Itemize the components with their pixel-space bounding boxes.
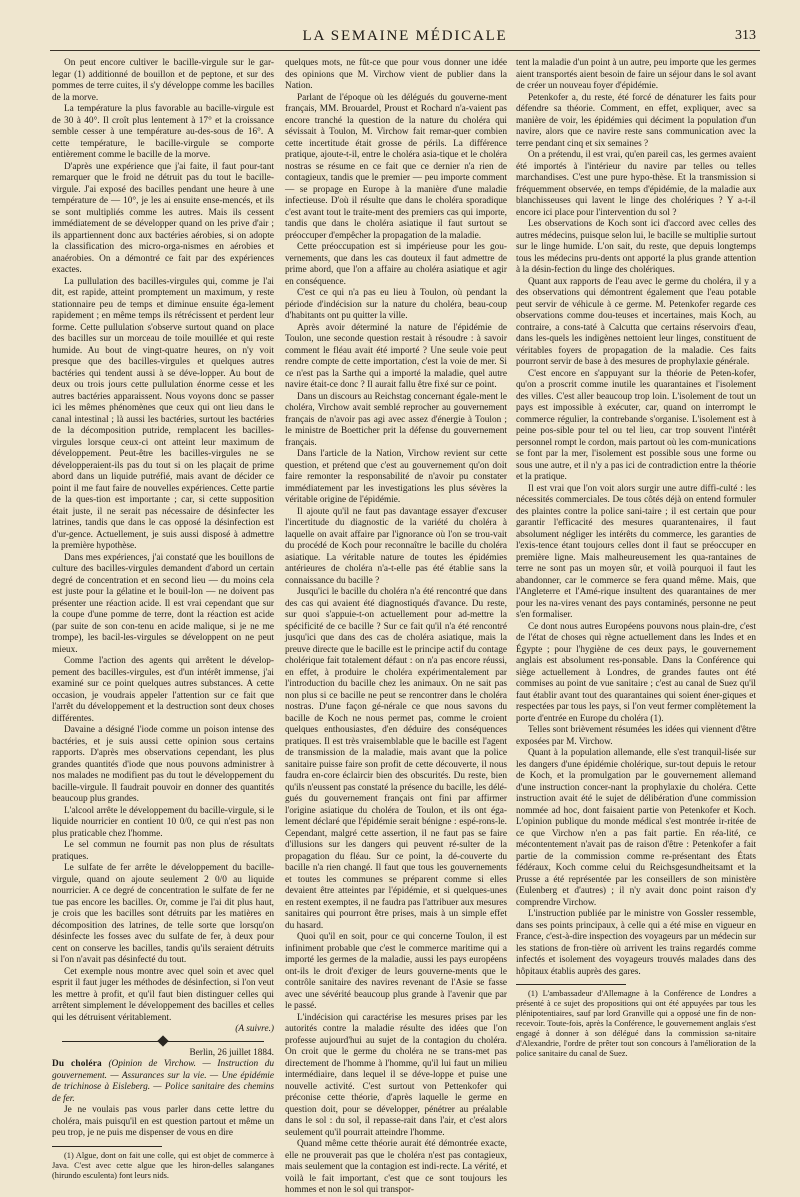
paragraph: Après avoir déterminé la nature de l'épidémie de Toulon, une seconde question restait à résoudre : à savoir comment le fléau avait été importé ? Une seule voie peut rendre compte de cette importation, c'est la voie de mer. Si ce n'est pas la Sarthe qui a importé la maladie, quel autre navire était-ce donc ? Il aurait fallu être fixé sur ce point. xyxy=(285,322,507,390)
paragraph: Davaine a désigné l'iode comme un poison intense des bactéries, et je suis aussi cette opinion sous certains rapports. D'après mes observations cependant, les plus grandes quantités d'iode que nous pouvons administrer à nos malades ne modifient pas du tout le développement du bacille-virgule. Il faudrait pouvoir en donner des quantités beaucoup plus grandes. xyxy=(52,725,274,804)
paragraph: Quand même cette théorie aurait été démontrée exacte, elle ne prouverait pas que le choléra n'est pas contagieux, mais seulement que la contagion est indi-recte. La vérité, et voilà le fait important, c'est que ce sont toujours les hommes et non le sol qui transpor- xyxy=(285,1139,507,1195)
paragraph: tent la maladie d'un point à un autre, peu importe que les germes aient transportés aient besoin de faire un séjour dans le sol avant de créer un nouveau foyer d'épidémie. xyxy=(516,58,756,91)
paragraph: Je ne voulais pas vous parler dans cette lettre du choléra, mais puisqu'il en est question partout et même un peu trop, je ne puis me dispenser de vous en dire xyxy=(52,1105,274,1138)
diamond-ornament-icon xyxy=(157,1035,168,1046)
paragraph: On peut encore cultiver le bacille-virgule sur le gar-legar (1) additionné de bouillon et de peptone, et sur des pommes de terre cuites, il s'y développe comme les bacilles de la morve. xyxy=(52,58,274,103)
paragraph: Quant aux rapports de l'eau avec le germe du choléra, il y a des observations qui démontrent également que l'eau potable peut servir de véhicule à ce germe. M. Petenkofer regarde ces observations comme dou-teuses et incertaines, mais Koch, au contraire, a cons-taté à Calcutta que certains réservoirs d'eau, dans les-quels les indigènes nettoient leur linges, constituent de véritables foyers de propagation de la maladie. Ces faits pourront servir de base à des mesures de prophylaxie générale. xyxy=(516,276,756,367)
section-divider xyxy=(52,1036,274,1048)
paragraph: D'après une expérience que j'ai faite, il faut pour-tant remarquer que le froid ne détruit pas du tout le bacille-virgule. J'ai exposé des bacilles pendant une heure à une température de — 10°, je les ai ensuite ense-mencés, et ils se sont multipliés comme les autres. Mais ils cessent immédiatement de se développer quand on les prive d'air ; ils appartiennent donc aux bactéries aérobies, si on adopte la classification des micro-orga-nismes en aérobies et anaérobies. On a démontré ce fait par des expériences exactes. xyxy=(52,161,274,275)
footnote-divider xyxy=(516,984,626,985)
paragraph: quelques mots, ne fût-ce que pour vous donner une idée des opinions que M. Virchow vient de publier dans la Nation. xyxy=(285,58,507,91)
paragraph: Dans mes expériences, j'ai constaté que les bouillons de culture des bacilles-virgules demandent d'abord un certain degré de concentration et en second lieu — du moins cela est juste pour la gélatine et le bouil-lon — ne doivent pas présenter une réaction acide. Il est vrai cependant que sur la coupe d'une pomme de terre, dont la réaction est acide (par suite de son con-tenu en acide malique, si je ne me trompe), les bacil-les-virgules se développent on ne peut mieux. xyxy=(52,552,274,655)
paragraph: L'instruction publiée par le ministre von Gossler ressemble, dans ses points principaux, à celle qui a été mise en vigueur en France, c'est-à-dire inspection des voyageurs par un médecin sur les stations de fron-tière où arrivent les trains regardés comme infectés et isolement des voyageurs trouvés malades dans des hôpitaux établis auprès des gares. xyxy=(516,909,756,977)
page-number: 313 xyxy=(735,28,756,43)
paragraph: Les observations de Koch sont ici d'accord avec celles des autres médecins, puisque selon lui, le bacille se multiplie surtout sur le linge humide. L'on sait, du reste, que depuis longtemps tous les médecins pru-dents ont apporté la plus grande attention à la désin-fection du linge des cholériques. xyxy=(516,219,756,275)
column-2 xyxy=(285,58,507,1195)
paragraph: L'indécision qui caractérise les mesures prises par les autorités contre la maladie résulte des idées que l'on professe aujourd'hui au sujet de la contagion du choléra. On croit que le germe du choléra ne se trans-met pas directement de l'homme à l'homme, qu'il lui faut un milieu intermédiaire, dans lequel il se déve-loppe et puise une nouvelle activité. C'est surtout von Pettenkofer qui préconise cette théorie, d'après laquelle le germe en question doit, pour se développer, pénétrer au préalable dans le sol : du sol, il repasse-rait dans l'air, et c'est alors seulement qu'il pourrait atteindre l'homme. xyxy=(285,1012,507,1138)
footnote: (1) Algue, dont on fait une colle, qui est objet de commerce à Java. C'est avec cette algue que les hiron-delles salanganes (hirundo esculenta) font leurs nids. xyxy=(52,1150,274,1180)
paragraph: C'est encore en s'appuyant sur la théorie de Peten-kofer, qu'on a proscrit comme inutile les quarantaines et l'isolement des villes. C'est aller beaucoup trop loin. L'isolement de tout un pays est impossible à exécuter, car, quand on interrompt le commerce régulier, la contrebande s'organise. L'isolement est à peine pos-sible pour tel ou tel lieu, car trop souvent l'intérêt personnel rompt le cordon, mais partout où les com-munications se font par la mer, l'isolement est possible sous une forme ou sous une autre, et il n'y a pas ici de contradiction entre la théorie et la pratique. xyxy=(516,368,756,482)
footnote-divider xyxy=(52,1146,162,1147)
paragraph: La pullulation des bacilles-virgules qui, comme je l'ai dit, est rapide, atteint promptement un maximum, y reste stationnaire peu de temps et diminue ensuite éga-lement rapidement ; en même temps ils rétrécissent et perdent leur forme. Cette pullulation s'observe surtout quand on place des bacilles sur un morceau de toile mouillée et qui reste humide. Au bout de vingt-quatre heures, on n'y voit presque que des bacilles-virgules et quelques autres bactéries qui tendent aussi à se déve-lopper. Au bout de deux ou trois jours cette pullulation énorme cesse et les autres bactéries apparaissent. Nous voyons donc se passer ici les mêmes phénomènes que ceux qui ont lieu dans le canal intestinal ; là aussi les bactéries, surtout les bactéries de la décomposition putride, remplacent les bacilles-virgules lorsque ceux-ci ont atteint leur maximum de développement. Peut-être les bacilles-virgules ne se développeraient-ils pas du tout si on les plaçait de prime abord dans un liquide putréfié, mais avant de décider ce point il me faut faire de nouvelles expériences. Cette partie de la ques-tion est importante ; car, si cette supposition était juste, il ne serait pas nécessaire de désinfecter les latrines, tandis que dans le cas opposé la désinfection est d'ur-gence. Actuellement, je suis aussi disposé à admettre la première hypothèse. xyxy=(52,276,274,551)
paragraph: Comme l'action des agents qui arrêtent le dévelop-pement des bacilles-virgules, est d'un intérêt immense, j'ai examiné sur ce point quelques autres substances. A cette occasion, je voudrais appeler l'attention sur ce fait que l'arrêt du développement et la destruction sont deux choses différentes. xyxy=(52,656,274,724)
summary-text: (Opinion de Virchow. — Instruction du gouvernement. — Assurances sur la vie. — Une épidémie de trichinose à Eisleberg. — Police sanitaire des chemins de fer. xyxy=(52,1059,275,1104)
paragraph: Quant à la population allemande, elle s'est tranquil-lisée sur les dangers d'une épidémie cholérique, sur-tout depuis le retour de Koch, et la promulgation par le gouvernement allemand d'une instruction concer-nant la prophylaxie du choléra. Cette instruction avait été le sujet de délibération d'une commission nommée ad hoc, dont faisaient partie von Petenkofer et Koch. L'opinion publique du monde médical s'est montrée ir-ritée de ce que Virchow n'en a pas fait partie. En réa-lité, ce mécontentement n'avait pas de raison d'être : Petenkofer a fait partie de la commission comme re-présentant des États fédéraux, Koch comme celui du Reichsgesundheitsamt et la Prusse a été représentée par les conseillers de son ministère (Eulenberg et d'autres) ; il n'y avait donc point raison d'y comprendre Virchow. xyxy=(516,748,756,908)
article-summary xyxy=(52,1059,274,1105)
paragraph: Parlant de l'époque où les délégués du gouverne-ment français, MM. Brouardel, Proust et Rochard n'a-vaient pas encore tranché la question de la nature du choléra qui sévissait à Toulon, M. Virchow fait remar-quer combien cette incertitude était grosse de périls. La différence pratique, ajoute-t-il, entre le choléra asia-tique et le choléra nostras se résume en ce fait que ce dernier n'a rien de contagieux, tandis que le premier — peu importe comment — se propage en Europe à la manière d'une maladie infectieuse. D'où il résulte que dans le choléra sporadique c'est avant tout le traite-ment des premiers cas qui importe, tandis que dans le choléra asiatique il faut surtout se préoccuper d'empêcher la propagation de la maladie. xyxy=(285,92,507,241)
paragraph: C'est ce qui n'a pas eu lieu à Toulon, où pendant la période d'indécision sur la nature du choléra, beau-coup d'habitants ont pu quitter la ville. xyxy=(285,288,507,321)
paragraph: La température la plus favorable au bacille-virgule est de 30 à 40°. Il croît plus lentement à 17° et la croissance semble cesser à une température au-des-sous de 16°. A cette température, le bacille-virgule se comporte entièrement comme le bacille de la morve. xyxy=(52,104,274,160)
footnote: (1) L'ambassadeur d'Allemagne à la Conférence de Londres a présenté à ce sujet des propositions qui ont été appuyées par tous les plénipotentiaires, sauf par lord Granville qui a opposé une fin de non-recevoir. Toute-fois, après la Conférence, le gouvernement anglais s'est engagé à donner à son délégué dans la commission sa-nitaire d'Alexandrie, l'ordre de prêter tout son concours à l'amélioration de la police sanitaire du canal de Suez. xyxy=(516,989,756,1058)
paragraph: Le sel commun ne fournit pas non plus de résultats pratiques. xyxy=(52,840,274,862)
dateline: Berlin, 26 juillet 1884. xyxy=(189,1047,274,1058)
paragraph: Jusqu'ici le bacille du choléra n'a été rencontré que dans des cas qui avaient été diagnostiqués d'avance. Du reste, sur quoi s'appuie-t-on actuellement pour ad-mettre la spécificité de ce bacille ? Sur ce fait qu'il n'a été rencontré jusqu'ici que dans des cas de choléra asiatique, mais la preuve directe que le bacille est le principe actif du contage cholérique fait totalement défaut : on n'a pas encore réussi, en effet, à produire le choléra expérimentalement par l'introduction du bacille chez les animaux. On ne sait pas non plus si ce bacille ne peut se rencontrer dans le choléra nostras. D'une façon gé-nérale ce que nous savons du bacille de Koch ne nous permet pas, comme le croient quelques enthousiastes, d'en déduire des conséquences pratiques. Il est très vraisemblable que le bacille est l'agent de transmission de la maladie, mais avant que la police sanitaire puisse faire son profit de cette découverte, il nous faudra en-core éclaircir bien des obscurités. Du reste, bien qu'ils n'eussent pas constaté la présence du bacille, les délé-gués du gouvernement français ont fini par affirmer l'origine asiatique du choléra de Toulon, et ils ont éga-lement déclaré que l'épidémie serait bénigne : espé-rons-le. Cependant, malgré cette assertion, il ne faut pas se faire d'illusions sur les dangers qui peuvent ré-sulter de la propagation du fléau. Sur ce point, la dé-couverte du bacille n'a rien changé. Il faut que tous les gouvernements et toutes les communes se préparent comme si elles devaient être atteintes par l'épidémie, et si quelques-unes en restent exemptes, il ne faudra pas l'attribuer aux mesures sanitaires qui pourront être prises, mais à un simple effet du hasard. xyxy=(285,587,507,931)
paragraph: Petenkofer a, du reste, été forcé de dénaturer les faits pour défendre sa théorie. Comment, en effet, expliquer, avec sa manière de voir, les épidémies qui déciment la population d'un navire, alors que ce navire reste sans communication avec la terre pendant cinq et six semaines ? xyxy=(516,92,756,149)
summary-title: Du choléra xyxy=(52,1059,102,1069)
paragraph: Quoi qu'il en soit, pour ce qui concerne Toulon, il est infiniment probable que c'est le commerce maritime qui a importé les germes de la maladie, aussi les pays européens ont-ils le droit d'exiger de leurs gouverne-ments que le contrôle sanitaire des navires revenant de l'Asie se fasse avec une sévérité beaucoup plus grande à l'avenir que par le passé. xyxy=(285,932,507,1011)
paragraph: Dans un discours au Reichstag concernant égale-ment le choléra, Virchow avait semblé reprocher au gouvernement français de n'avoir pas agi avec assez d'énergie à Toulon ; le ministre de Boetticher prit la défense du gouvernement français. xyxy=(285,391,507,448)
paragraph: Ce dont nous autres Européens pouvons nous plain-dre, c'est de l'état de choses qui règne actuellement dans les Indes et en Égypte ; pour l'hygiène de ces deux pays, le gouvernement anglais est absolument res-ponsable. Dans la Conférence qui siège actuellement à Londres, de grandes fautes ont été commises au point de vue sanitaire ; c'est au canal de Suez qu'il faut établir avant tout des quarantaines qui soient éner-giques et respectées par tous les pays, si l'on veut fermer complètement la porte d'entrée en Europe du choléra (1). xyxy=(516,621,756,724)
paragraph: Cet exemple nous montre avec quel soin et avec quel esprit il faut juger les méthodes de désinfection, si l'on veut les mettre à profit, et qu'il faut bien distinguer celles qui arrêtent simplement le développement des bacilles et celles qui les détruisent véritablement. xyxy=(52,966,274,1023)
to-be-continued: (A suivre.) xyxy=(235,1024,274,1034)
paragraph: Cette préoccupation est si impérieuse pour les gou-vernements, que dans les cas douteux il faut admettre de prime abord, que l'on a affaire au choléra asiatique et agir en conséquence. xyxy=(285,242,507,287)
paragraph: Dans l'article de la Nation, Virchow revient sur cette question, et prétend que c'est au gouvernement qu'on doit faire remonter la responsabilité de n'avoir pu constater immédiatement par les investigations les plus sévères la véritable origine de l'épidémie. xyxy=(285,449,507,505)
running-title: LA SEMAINE MÉDICALE xyxy=(302,28,508,44)
paragraph: Il ajoute qu'il ne faut pas davantage essayer d'excuser l'incertitude du diagnostic de la variété du choléra à laquelle on avait affaire par l'ignorance où l'on se trou-vait du procédé de Koch pour reconnaître le bacille du choléra asiatique. La véritable nature de toutes les épidémies antérieures de choléra n'a-t-elle pas été établie sans la connaissance du bacille ? xyxy=(285,506,507,586)
column-3 xyxy=(516,58,756,1075)
page-header xyxy=(50,20,760,51)
paragraph: Telles sont brièvement résumées les idées qui viennent d'être exposées par M. Virchow. xyxy=(516,725,756,747)
paragraph: Le sulfate de fer arrête le développement du bacille-virgule, quand on ajoute seulement 2 0/0 au liquide nourricier. A ce degré de concentration le sulfate de fer ne tue pas encore les bacilles. Or, comme je l'ai dit plus haut, je crois que les bacilles sont détruits par les matières en décomposition des latrines, de telle sorte que lorsqu'on désinfecte les fosses avec du sulfate de fer, à deux pour cent on conserve les bacilles, tandis qu'ils seraient détruits si l'on n'avait pas désinfecté du tout. xyxy=(52,863,274,965)
paragraph: Il est vrai que l'on voit alors surgir une autre diffi-culté : les nécessités commerciales. De tous côtés déjà on entend formuler des plaintes contre la police sani-taire ; il est certain que pour garantir l'efficacité des mesures quarantenaires, il faut absolument négliger les intérêts du commerce, les garanties de l'exis-tence étant toujours celles dont il faut se préoccuper en première ligne. Mais malheureusement les qua-rantaines de terre ne sont pas un moyen sûr, et voilà pourquoi il faut les abandonner, car le commerce se fera quand même. Mais, que l'Angleterre et l'Amé-rique insultent des quarantaines de mer pour les na-vires venant des pays contaminés, personne ne peut s'en formaliser. xyxy=(516,483,756,620)
paragraph: On a prétendu, il est vrai, qu'en pareil cas, les germes avaient été importés à l'intérieur du navire par telles ou telles marchandises. C'est une pure hypo-thèse. Et la transmission si fréquemment observée, en temps d'épidémie, de la maladie aux blanchisseuses qui lavent le linge des cholériques ? Y a-t-il encore ici place pour l'intervention du sol ? xyxy=(516,150,756,218)
column-1 xyxy=(52,58,275,1180)
paragraph: L'alcool arrête le développement du bacille-virgule, si le liquide nourricier en contient 10 0/0, ce qui n'est pas non plus praticable chez l'homme. xyxy=(52,805,274,839)
